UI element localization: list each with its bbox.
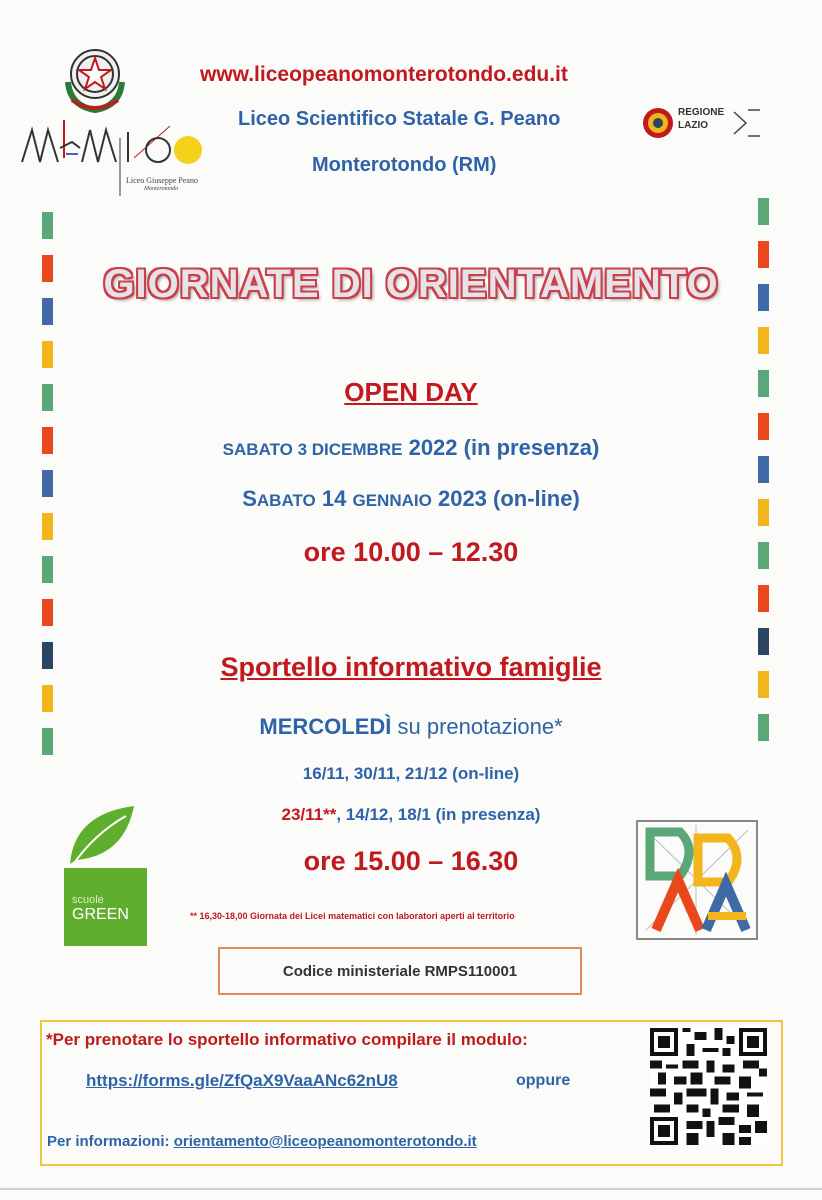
contact-email-link[interactable]: orientamento@liceopeanomonterotondo.it — [173, 1133, 477, 1150]
date1-day: SABATO 3 DICEMBRE — [222, 440, 403, 459]
prenota-text: *Per prenotare lo sportello informativo compilare il modulo: — [46, 1030, 528, 1049]
dada-logo — [636, 820, 758, 940]
sportello-day-name: MERCOLEDÌ — [259, 714, 392, 739]
sportello-heading: Sportello informativo famiglie — [220, 652, 602, 682]
sportello-online-dates: 16/11, 30/11, 21/12 (on-line) — [302, 764, 520, 783]
school-url[interactable]: www.liceopeanomonterotondo.edu.it — [200, 63, 568, 86]
republic-emblem-icon — [62, 42, 128, 114]
open-day-date1 — [0, 435, 822, 461]
stripe — [42, 212, 53, 239]
sportello-day — [0, 714, 822, 740]
date1-rest: 2022 (in presenza) — [408, 435, 600, 460]
date2-rest: 2023 (on-line) — [437, 486, 580, 511]
presence-red-date: 23/11** — [281, 805, 337, 824]
scuole-green-logo — [64, 794, 147, 946]
perinfo-label: Per informazioni: — [47, 1133, 174, 1150]
page-title: GIORNATE DI ORIENTAMENTO — [103, 262, 719, 306]
codice-ministeriale: Codice ministeriale RMPS110001 — [218, 947, 582, 995]
open-day-heading: OPEN DAY — [344, 377, 478, 407]
green-logo-line1: scuole — [72, 894, 104, 906]
school-name: Liceo Scientifico Statale G. Peano — [238, 108, 561, 130]
booking-form-link[interactable]: https://forms.gle/ZfQaX9VaaANc62nU8 — [86, 1071, 398, 1090]
logo-caption-line2: Monterotondo — [144, 186, 179, 192]
open-day-time: ore 10.00 – 12.30 — [303, 537, 519, 567]
presence-rest-dates: , 14/12, 18/1 (in presenza) — [336, 805, 541, 824]
regione-line1: REGIONE — [678, 107, 725, 118]
date2-day-small: ABATO — [256, 491, 316, 510]
stripe — [758, 198, 769, 225]
sportello-time: ore 15.00 – 16.30 — [303, 846, 519, 876]
regione-text — [678, 106, 724, 132]
open-day-date2 — [0, 486, 822, 512]
school-town: Monterotondo (RM) — [312, 154, 497, 176]
stripe — [42, 341, 53, 368]
oppure-text: oppure — [516, 1072, 571, 1089]
footnote: ** 16,30-18,00 Giornata dei Licei matematici con laboratori aperti al territorio — [190, 911, 515, 921]
stripe — [758, 327, 769, 354]
stripe — [758, 628, 769, 655]
stripe — [42, 513, 53, 540]
page-divider — [0, 1188, 822, 1190]
date2-day-cap: S — [242, 486, 257, 511]
stripe — [758, 585, 769, 612]
logo-caption-line1: Liceo Giuseppe Peano — [126, 176, 198, 185]
qr-code-graphic — [650, 1028, 767, 1145]
sportello-day-rest: su prenotazione* — [397, 714, 563, 739]
green-logo-line2: GREEN — [72, 906, 129, 923]
stripe — [42, 685, 53, 712]
stripe — [42, 599, 53, 626]
qr-code-icon[interactable] — [650, 1028, 767, 1145]
logo-caption-2 — [144, 186, 178, 192]
logo-caption — [126, 176, 198, 185]
date2-month: GENNAIO — [352, 491, 432, 510]
regione-line2: LAZIO — [678, 120, 708, 131]
info-contact — [47, 1133, 477, 1150]
date2-num: 14 — [321, 486, 347, 511]
